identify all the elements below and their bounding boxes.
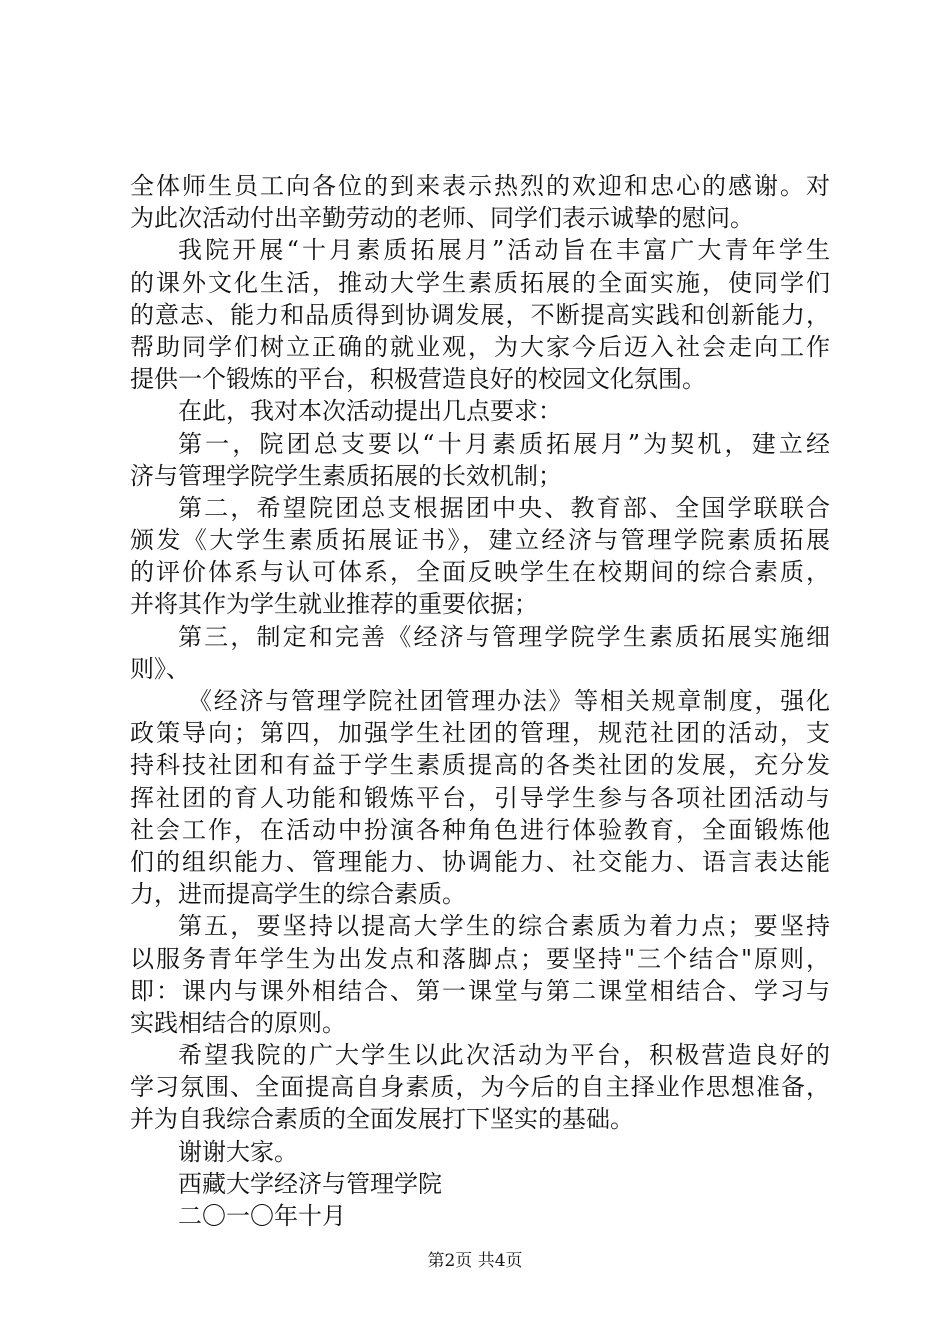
text-line: 社会工作，在活动中扮演各种角色进行体验教育，全面锻炼他 bbox=[130, 815, 830, 844]
text-line: 第一，院团总支要以“十月素质拓展月”为契机，建立经 bbox=[178, 429, 830, 458]
text-line: 颁发《大学生素质拓展证书》，建立经济与管理学院素质拓展 bbox=[130, 526, 830, 555]
text-line: 希望我院的广大学生以此次活动为平台，积极营造良好的 bbox=[178, 1041, 830, 1070]
text-line: 第二，希望院团总支根据团中央、教育部、全国学联联合 bbox=[178, 493, 830, 522]
text-line: 谢谢大家。 bbox=[178, 1137, 298, 1166]
text-line: 实践相结合的原则。 bbox=[130, 1008, 346, 1037]
text-line: 二〇一〇年十月 bbox=[178, 1202, 346, 1230]
text-line: 政策导向；第四，加强学生社团的管理，规范社团的活动，支 bbox=[130, 719, 830, 748]
text-line: 持科技社团和有益于学生素质提高的各类社团的发展，充分发 bbox=[130, 751, 830, 780]
document-body bbox=[130, 170, 830, 1232]
text-line: 们的组织能力、管理能力、协调能力、社交能力、语言表达能 bbox=[130, 847, 830, 876]
text-line: 第三，制定和完善《经济与管理学院学生素质拓展实施细 bbox=[178, 622, 830, 651]
text-line: 《经济与管理学院社团管理办法》等相关规章制度，强化 bbox=[188, 687, 830, 715]
text-line: 西藏大学经济与管理学院 bbox=[178, 1169, 442, 1198]
text-line: 力，进而提高学生的综合素质。 bbox=[130, 880, 466, 909]
text-line: 并将其作为学生就业推荐的重要依据； bbox=[130, 590, 538, 619]
text-line: 提供一个锻炼的平台，积极营造良好的校园文化氛围。 bbox=[130, 365, 706, 394]
text-line: 挥社团的育人功能和锻炼平台，引导学生参与各项社团活动与 bbox=[130, 783, 830, 812]
text-line: 济与管理学院学生素质拓展的长效机制； bbox=[130, 461, 562, 490]
text-line: 我院开展“十月素质拓展月”活动旨在丰富广大青年学生 bbox=[178, 236, 830, 265]
text-line: 以服务青年学生为出发点和落脚点；要坚持"三个结合"原则， bbox=[130, 944, 830, 973]
page-footer: 第2页 共4页 bbox=[427, 1251, 523, 1271]
text-line: 即：课内与课外相结合、第一课堂与第二课堂相结合、学习与 bbox=[130, 976, 830, 1005]
text-line: 并为自我综合素质的全面发展打下坚实的基础。 bbox=[130, 1105, 634, 1134]
text-line: 则》、 bbox=[130, 654, 190, 683]
text-line: 学习氛围、全面提高自身素质，为今后的自主择业作思想准备， bbox=[130, 1073, 830, 1102]
text-line: 为此次活动付出辛勤劳动的老师、同学们表示诚挚的慰问。 bbox=[130, 204, 754, 233]
text-line: 的意志、能力和品质得到协调发展，不断提高实践和创新能力， bbox=[130, 300, 830, 329]
text-line: 第五，要坚持以提高大学生的综合素质为着力点；要坚持 bbox=[178, 912, 830, 941]
text-line: 帮助同学们树立正确的就业观，为大家今后迈入社会走向工作 bbox=[130, 332, 830, 361]
text-line: 的课外文化生活，推动大学生素质拓展的全面实施，使同学们 bbox=[130, 268, 830, 297]
text-line: 的评价体系与认可体系，全面反映学生在校期间的综合素质， bbox=[130, 558, 830, 587]
text-line: 在此，我对本次活动提出几点要求： bbox=[178, 397, 562, 426]
text-line: 全体师生员工向各位的到来表示热烈的欢迎和忠心的感谢。对 bbox=[130, 172, 830, 200]
